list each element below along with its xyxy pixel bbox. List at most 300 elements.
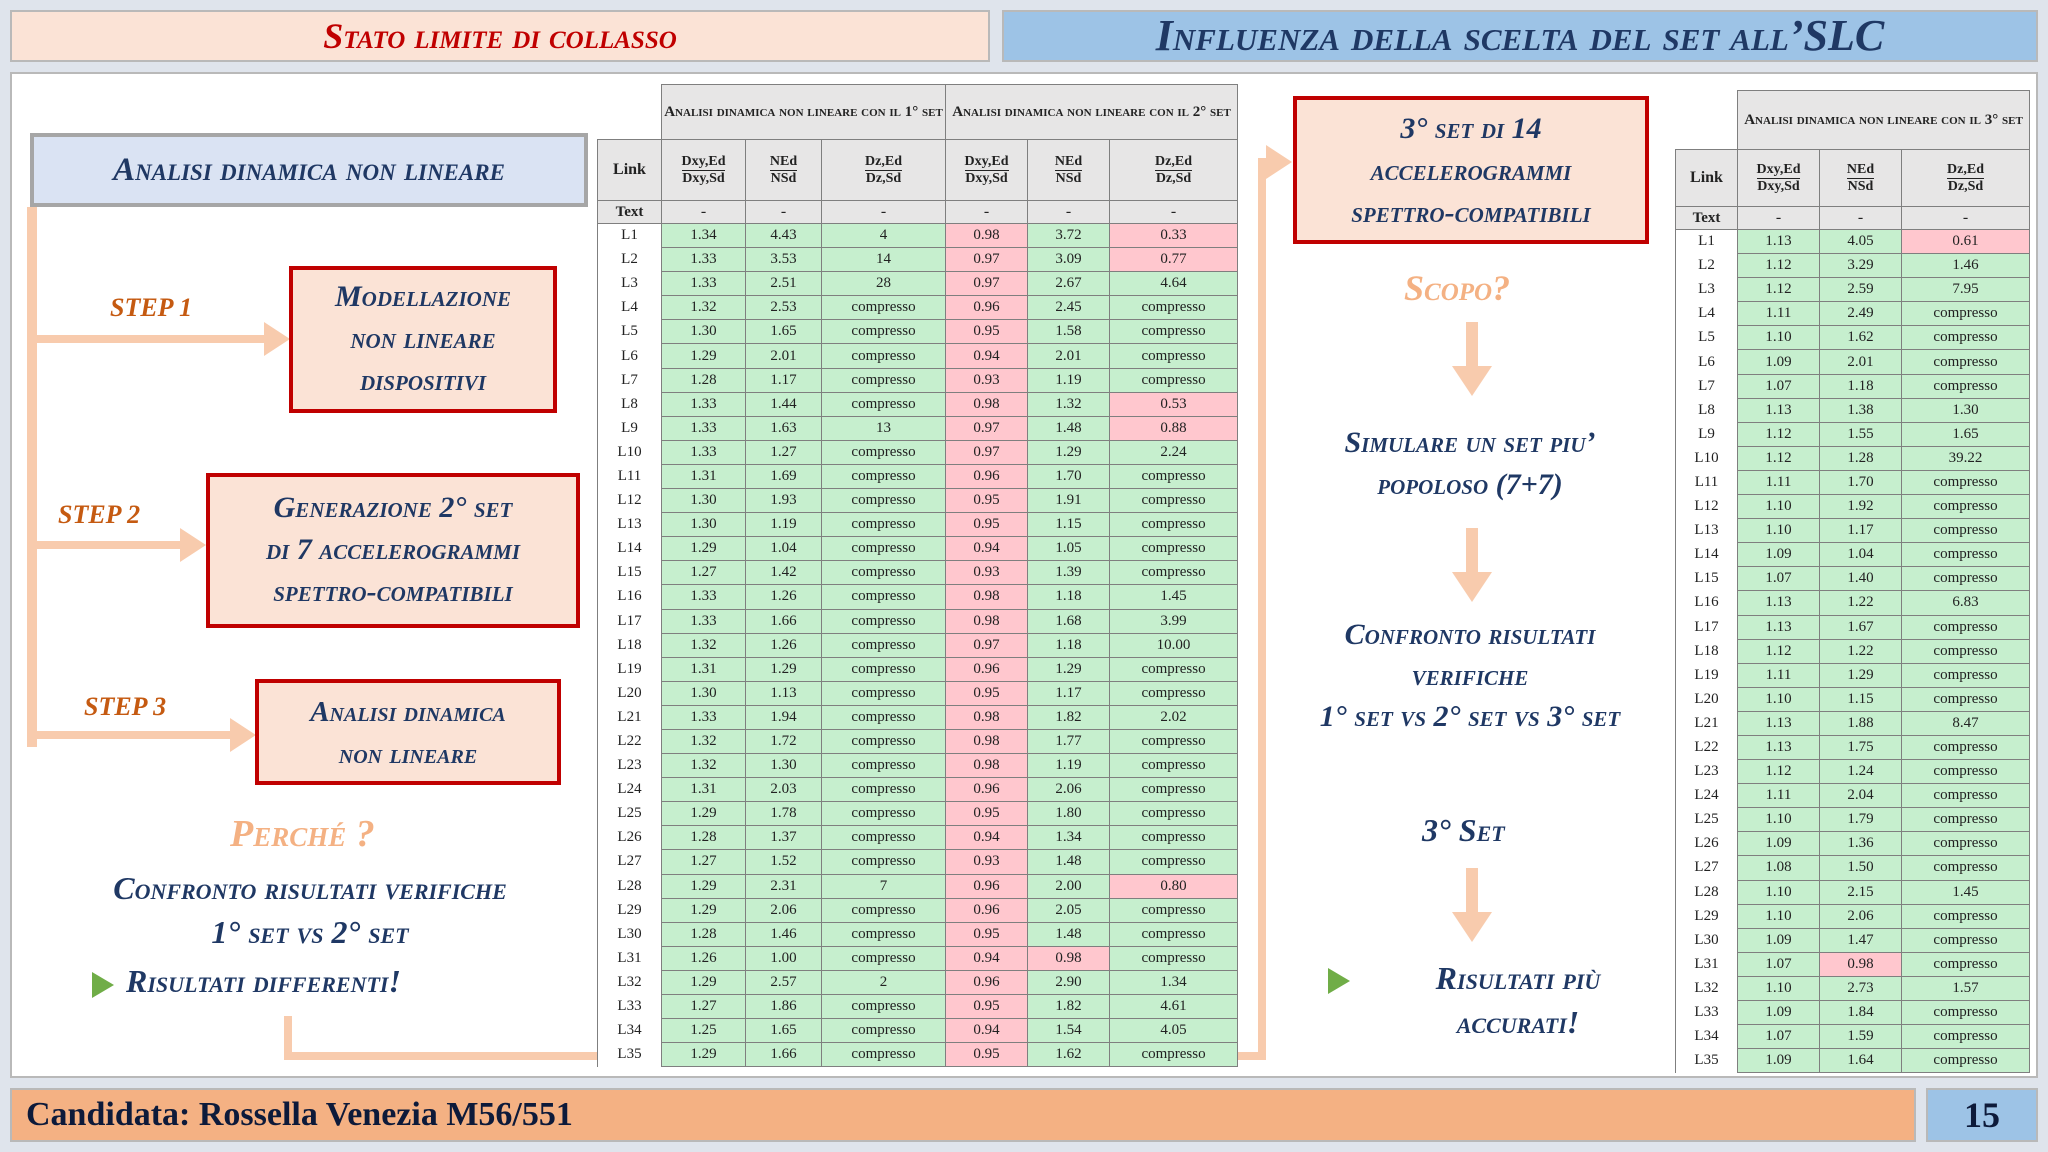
table1-row: [598, 1019, 1238, 1043]
table3-link-cell: L34: [1676, 1025, 1738, 1049]
step3-label: STEP 3: [84, 692, 167, 721]
table1-value-cell: 1.34: [662, 224, 746, 248]
table1-value-cell: compresso: [822, 946, 946, 970]
table3-col-header: [1902, 150, 2030, 207]
table3-group-header-row: [1676, 91, 2030, 150]
table3-row: [1676, 470, 2030, 494]
simulare-line: popoloso (7+7): [1377, 468, 1563, 501]
table1-link-cell: L18: [598, 633, 662, 657]
table3-row: [1676, 519, 2030, 543]
table1-value-cell: 1.68: [1028, 609, 1110, 633]
step2-box-line: spettro-compatibili: [273, 575, 513, 608]
table3-link-cell: L23: [1676, 760, 1738, 784]
table1-value-cell: compresso: [822, 922, 946, 946]
table3-value-cell: 8.47: [1902, 711, 2030, 735]
col-den: NSd: [1055, 170, 1082, 186]
table1-value-cell: 1.91: [1028, 489, 1110, 513]
table1-value-cell: compresso: [822, 802, 946, 826]
middle-confronto-text: [1270, 614, 1670, 737]
table3-row: [1676, 446, 2030, 470]
table1-value-cell: compresso: [822, 681, 946, 705]
col-num: Dxy,Ed: [1756, 161, 1801, 177]
table3-value-cell: 1.12: [1738, 639, 1820, 663]
table3-row: [1676, 880, 2030, 904]
table1-value-cell: 1.31: [662, 778, 746, 802]
table1-row: [598, 248, 1238, 272]
step2-box-line: Generazione 2° set: [273, 491, 513, 524]
table1-value-cell: 1.32: [662, 296, 746, 320]
table1-value-cell: 1.30: [662, 513, 746, 537]
table1-value-cell: 1.27: [746, 440, 822, 464]
table3-value-cell: compresso: [1902, 567, 2030, 591]
table3-value-cell: 1.30: [1902, 398, 2030, 422]
table1-group-header: Analisi dinamica non lineare con il 1° set: [662, 85, 946, 140]
table3-link-cell: L24: [1676, 784, 1738, 808]
table1-value-cell: 1.19: [1028, 754, 1110, 778]
table1-value-cell: compresso: [1110, 561, 1238, 585]
table1-value-cell: 0.96: [946, 464, 1028, 488]
table1-value-cell: 2.00: [1028, 874, 1110, 898]
table1-value-cell: 1.26: [662, 946, 746, 970]
table1-value-cell: 1.30: [662, 489, 746, 513]
table3-value-cell: 4.05: [1820, 230, 1902, 254]
table3-link-cell: L7: [1676, 374, 1738, 398]
table1-value-cell: 4.05: [1110, 1019, 1238, 1043]
table3-link-cell: L30: [1676, 928, 1738, 952]
table3-value-cell: 1.75: [1820, 735, 1902, 759]
table3-link-cell: L8: [1676, 398, 1738, 422]
col-num: Dxy,Ed: [964, 153, 1009, 169]
table3-value-cell: 1.10: [1738, 519, 1820, 543]
table1-value-cell: compresso: [1110, 946, 1238, 970]
table1-value-cell: 1.04: [746, 537, 822, 561]
table3-row: [1676, 639, 2030, 663]
table1-link-cell: L12: [598, 489, 662, 513]
table1-value-cell: 0.96: [946, 778, 1028, 802]
table1-col-header: [1028, 140, 1110, 201]
table1-value-cell: 1.29: [662, 1043, 746, 1067]
table1-value-cell: 0.94: [946, 946, 1028, 970]
table1-value-cell: 1.48: [1028, 850, 1110, 874]
table3-value-cell: 1.10: [1738, 326, 1820, 350]
table3-row: [1676, 495, 2030, 519]
table3-value-cell: 1.09: [1738, 350, 1820, 374]
table3-link-header: Link: [1676, 150, 1738, 207]
table1-row: [598, 224, 1238, 248]
table1-value-cell: 1.28: [662, 922, 746, 946]
table3-value-cell: 2.04: [1820, 784, 1902, 808]
table3-value-cell: 1.13: [1738, 591, 1820, 615]
table1-value-cell: 1.33: [662, 392, 746, 416]
terzo-set-text: 3° Set: [1422, 812, 1505, 848]
table1-type-cell: -: [746, 201, 822, 224]
table3-row: [1676, 832, 2030, 856]
table1-value-cell: compresso: [822, 609, 946, 633]
table1-value-cell: 1.29: [1028, 657, 1110, 681]
table1-type-cell: -: [662, 201, 746, 224]
table3-link-cell: L22: [1676, 735, 1738, 759]
table1-value-cell: 10.00: [1110, 633, 1238, 657]
table3-link-cell: L27: [1676, 856, 1738, 880]
table3-link-cell: L14: [1676, 543, 1738, 567]
table1-link-cell: L27: [598, 850, 662, 874]
table3-value-cell: compresso: [1902, 856, 2030, 880]
table1-value-cell: compresso: [822, 778, 946, 802]
table3-link-cell: L19: [1676, 663, 1738, 687]
table1-group-header-row: [598, 85, 1238, 140]
table1-value-cell: 2.01: [1028, 344, 1110, 368]
table3-link-cell: L16: [1676, 591, 1738, 615]
table3-empty-corner: [1676, 91, 1738, 150]
steps-connector-line: [27, 207, 37, 747]
col-den: Dz,Sd: [1155, 170, 1192, 186]
table3-value-cell: 1.09: [1738, 928, 1820, 952]
chevron-right-icon: [92, 972, 114, 998]
table3-link-cell: L26: [1676, 832, 1738, 856]
table1-value-cell: 0.95: [946, 802, 1028, 826]
table1-value-cell: compresso: [822, 826, 946, 850]
table1-value-cell: 1.34: [1028, 826, 1110, 850]
table3-value-cell: 1.07: [1738, 1025, 1820, 1049]
table3-value-cell: 39.22: [1902, 446, 2030, 470]
table1-value-cell: compresso: [822, 440, 946, 464]
table1-empty-corner: [598, 85, 662, 140]
table1-value-cell: compresso: [822, 754, 946, 778]
table1-link-cell: L31: [598, 946, 662, 970]
table3-link-cell: L11: [1676, 470, 1738, 494]
step3-box-line: Analisi dinamica: [310, 696, 506, 728]
table1-row: [598, 874, 1238, 898]
third-set-box-line: spettro-compatibili: [1351, 196, 1591, 229]
table1-value-cell: compresso: [822, 1019, 946, 1043]
table1-value-cell: 0.95: [946, 995, 1028, 1019]
table1-link-cell: L11: [598, 464, 662, 488]
table1-row: [598, 826, 1238, 850]
table1-value-cell: 1.72: [746, 729, 822, 753]
third-set-box: [1293, 96, 1649, 244]
table1-value-cell: 1.45: [1110, 585, 1238, 609]
table3-body: [1676, 230, 2030, 1073]
table3-value-cell: compresso: [1902, 1049, 2030, 1073]
table1-value-cell: compresso: [1110, 681, 1238, 705]
table1-row: [598, 585, 1238, 609]
step3-arrow-line: [37, 731, 237, 739]
table1-value-cell: 1.27: [662, 850, 746, 874]
table1-value-cell: 2.01: [746, 344, 822, 368]
table3-link-cell: L6: [1676, 350, 1738, 374]
table3-link-cell: L13: [1676, 519, 1738, 543]
table3-value-cell: 1.67: [1820, 615, 1902, 639]
table3-value-cell: 1.55: [1820, 422, 1902, 446]
table1-value-cell: compresso: [822, 392, 946, 416]
table1-value-cell: 1.93: [746, 489, 822, 513]
table3-row: [1676, 1001, 2030, 1025]
table3-link-cell: L5: [1676, 326, 1738, 350]
table1-value-cell: compresso: [1110, 537, 1238, 561]
table3-row: [1676, 230, 2030, 254]
table3-link-cell: L3: [1676, 278, 1738, 302]
table1-value-cell: 0.98: [946, 705, 1028, 729]
step2-box: [206, 473, 580, 628]
table1-col-header: [746, 140, 822, 201]
table3-value-cell: 1.18: [1820, 374, 1902, 398]
table1-value-cell: 1.30: [662, 320, 746, 344]
table1-value-cell: 1.54: [1028, 1019, 1110, 1043]
table1-value-cell: 1.63: [746, 416, 822, 440]
table1-value-cell: compresso: [822, 585, 946, 609]
table3-value-cell: compresso: [1902, 832, 2030, 856]
table1-row: [598, 272, 1238, 296]
table1-value-cell: compresso: [1110, 368, 1238, 392]
table3-value-cell: compresso: [1902, 904, 2030, 928]
table3-value-cell: 2.01: [1820, 350, 1902, 374]
table1-value-cell: 1.34: [1110, 970, 1238, 994]
table1-value-cell: 0.96: [946, 970, 1028, 994]
table1-row: [598, 946, 1238, 970]
table1-value-cell: 0.77: [1110, 248, 1238, 272]
table3-value-cell: 1.11: [1738, 784, 1820, 808]
table1-row: [598, 609, 1238, 633]
results-table-3-wrapper: [1675, 90, 2030, 1073]
table3-value-cell: 1.10: [1738, 904, 1820, 928]
table3-value-cell: compresso: [1902, 639, 2030, 663]
table1-value-cell: 0.93: [946, 850, 1028, 874]
analysis-box: Analisi dinamica non lineare: [30, 133, 588, 207]
table3-row: [1676, 374, 2030, 398]
table1-value-cell: 2.90: [1028, 970, 1110, 994]
table1-value-cell: 1.33: [662, 440, 746, 464]
table1-col-header-row: [598, 140, 1238, 201]
table3-value-cell: compresso: [1902, 543, 2030, 567]
table1-value-cell: compresso: [822, 561, 946, 585]
table1-row: [598, 657, 1238, 681]
col-num: Dz,Ed: [865, 153, 902, 169]
table3-value-cell: compresso: [1902, 1025, 2030, 1049]
col-den: NSd: [1847, 178, 1874, 194]
table3-value-cell: 1.22: [1820, 591, 1902, 615]
table3-value-cell: 1.59: [1820, 1025, 1902, 1049]
simulare-line: Simulare un set piu’: [1344, 426, 1596, 459]
table3-col-header: [1738, 150, 1820, 207]
table3-value-cell: 1.70: [1820, 470, 1902, 494]
table3-value-cell: 2.49: [1820, 302, 1902, 326]
table3-value-cell: compresso: [1902, 302, 2030, 326]
table1-row: [598, 681, 1238, 705]
table3-row: [1676, 350, 2030, 374]
table1-value-cell: 0.95: [946, 489, 1028, 513]
step2-arrow-head: [180, 528, 206, 562]
table3-value-cell: 1.12: [1738, 760, 1820, 784]
table3-row: [1676, 952, 2030, 976]
step1-arrow-head: [264, 322, 290, 356]
table1-value-cell: 2.05: [1028, 898, 1110, 922]
table1-value-cell: 2.06: [746, 898, 822, 922]
table3-value-cell: 6.83: [1902, 591, 2030, 615]
table1-value-cell: 7: [822, 874, 946, 898]
table3-link-cell: L4: [1676, 302, 1738, 326]
col-den: Dz,Sd: [1947, 178, 1984, 194]
table3-value-cell: 0.98: [1820, 952, 1902, 976]
table3-value-cell: 1.84: [1820, 1001, 1902, 1025]
table3-value-cell: 7.95: [1902, 278, 2030, 302]
table1-value-cell: compresso: [822, 850, 946, 874]
table3-type-cell: -: [1738, 207, 1820, 230]
middle-confronto-line: verifiche: [1411, 659, 1529, 692]
step1-box-line: dispositivi: [359, 364, 487, 397]
table1-value-cell: 1.33: [662, 585, 746, 609]
step1-arrow-line: [37, 335, 271, 343]
table3-value-cell: 1.09: [1738, 832, 1820, 856]
table3-value-cell: 1.11: [1738, 302, 1820, 326]
table1-value-cell: 0.96: [946, 898, 1028, 922]
table3-value-cell: 1.12: [1738, 446, 1820, 470]
table1-value-cell: 1.18: [1028, 633, 1110, 657]
table1-link-cell: L13: [598, 513, 662, 537]
table1-link-cell: L32: [598, 970, 662, 994]
table3-value-cell: 1.12: [1738, 278, 1820, 302]
table1-col-header: [1110, 140, 1238, 201]
table3-value-cell: 1.92: [1820, 495, 1902, 519]
table3-link-cell: L31: [1676, 952, 1738, 976]
middle-risultati-line: Risultati più: [1435, 960, 1601, 996]
table3-value-cell: compresso: [1902, 784, 2030, 808]
table3-value-cell: compresso: [1902, 615, 2030, 639]
table3-value-cell: 1.65: [1902, 422, 2030, 446]
table3-value-cell: 1.57: [1902, 976, 2030, 1000]
table3-value-cell: 1.13: [1738, 230, 1820, 254]
table1-value-cell: 1.48: [1028, 922, 1110, 946]
table3-value-cell: compresso: [1902, 928, 2030, 952]
table1-group-header: Analisi dinamica non lineare con il 2° set: [946, 85, 1238, 140]
table1-link-cell: L28: [598, 874, 662, 898]
table1-value-cell: 2.02: [1110, 705, 1238, 729]
table1-row: [598, 537, 1238, 561]
third-set-box-line: 3° set di 14: [1400, 112, 1542, 145]
table1-value-cell: 0.97: [946, 416, 1028, 440]
left-confronto-text: [30, 866, 590, 954]
table1-row: [598, 802, 1238, 826]
table1-value-cell: compresso: [822, 296, 946, 320]
perche-text: Perché ?: [230, 813, 375, 855]
table1-value-cell: 1.17: [746, 368, 822, 392]
step1-box-line: non lineare: [350, 322, 496, 355]
table1-value-cell: compresso: [1110, 513, 1238, 537]
table3-value-cell: 1.07: [1738, 567, 1820, 591]
table1-value-cell: compresso: [822, 344, 946, 368]
table3-value-cell: compresso: [1902, 519, 2030, 543]
table3-value-cell: 1.04: [1820, 543, 1902, 567]
table1-row: [598, 705, 1238, 729]
table3-type-cell: Text: [1676, 207, 1738, 230]
table3-value-cell: 1.88: [1820, 711, 1902, 735]
table1-value-cell: 1.32: [662, 754, 746, 778]
left-risultati: [92, 963, 401, 1000]
table1-value-cell: 1.37: [746, 826, 822, 850]
table1-value-cell: 1.33: [662, 705, 746, 729]
table3-value-cell: 1.07: [1738, 952, 1820, 976]
table1-value-cell: compresso: [822, 995, 946, 1019]
table3-row: [1676, 976, 2030, 1000]
table1-value-cell: 0.95: [946, 320, 1028, 344]
table1-type-cell: -: [946, 201, 1028, 224]
table1-value-cell: 1.44: [746, 392, 822, 416]
table3-link-cell: L32: [1676, 976, 1738, 1000]
table3-value-cell: 1.24: [1820, 760, 1902, 784]
table1-value-cell: 1.15: [1028, 513, 1110, 537]
table3-row: [1676, 856, 2030, 880]
table1-value-cell: compresso: [1110, 922, 1238, 946]
table1-value-cell: 0.97: [946, 248, 1028, 272]
table1-type-cell: -: [1110, 201, 1238, 224]
table1-value-cell: 1.32: [662, 633, 746, 657]
table1-row: [598, 1043, 1238, 1067]
table1-value-cell: compresso: [1110, 296, 1238, 320]
table1-value-cell: 4.43: [746, 224, 822, 248]
table1-value-cell: 0.98: [1028, 946, 1110, 970]
table1-value-cell: 1.58: [1028, 320, 1110, 344]
table1-value-cell: 0.94: [946, 344, 1028, 368]
col-den: Dxy,Sd: [965, 170, 1008, 186]
table3-value-cell: compresso: [1902, 687, 2030, 711]
table1-value-cell: compresso: [822, 368, 946, 392]
table1-link-cell: L15: [598, 561, 662, 585]
footer-candidate: Candidata: Rossella Venezia M56/551: [10, 1088, 1916, 1142]
table1-value-cell: 1.65: [746, 320, 822, 344]
table3-value-cell: 2.06: [1820, 904, 1902, 928]
middle-risultati-line: accurati!: [1456, 1004, 1580, 1040]
table1-value-cell: 2.24: [1110, 440, 1238, 464]
table1-value-cell: compresso: [822, 898, 946, 922]
table1-value-cell: 0.97: [946, 440, 1028, 464]
table1-value-cell: 13: [822, 416, 946, 440]
table1-link-cell: L17: [598, 609, 662, 633]
table3-row: [1676, 711, 2030, 735]
table1-value-cell: 1.33: [662, 609, 746, 633]
table1-value-cell: 1.82: [1028, 995, 1110, 1019]
table3-row: [1676, 663, 2030, 687]
step2-label: STEP 2: [58, 500, 141, 529]
table3-value-cell: 2.73: [1820, 976, 1902, 1000]
table3-group-header: Analisi dinamica non lineare con il 3° set: [1738, 91, 2030, 150]
middle-risultati-text: [1368, 956, 1668, 1044]
table1-value-cell: 14: [822, 248, 946, 272]
table3-value-cell: 1.07: [1738, 374, 1820, 398]
table3-value-cell: compresso: [1902, 735, 2030, 759]
table1-value-cell: 1.17: [1028, 681, 1110, 705]
table1-value-cell: compresso: [822, 513, 946, 537]
table3-value-cell: 1.15: [1820, 687, 1902, 711]
table1-link-cell: L30: [598, 922, 662, 946]
page-number: 15: [1926, 1088, 2038, 1142]
table1-value-cell: 1.30: [662, 681, 746, 705]
table1-value-cell: 1.13: [746, 681, 822, 705]
table1-link-cell: L19: [598, 657, 662, 681]
table1-value-cell: 2.45: [1028, 296, 1110, 320]
middle-arrow-head: [1266, 145, 1292, 179]
table1-value-cell: compresso: [822, 537, 946, 561]
table3-link-cell: L18: [1676, 639, 1738, 663]
table3-value-cell: 1.11: [1738, 663, 1820, 687]
table1-value-cell: 1.19: [1028, 368, 1110, 392]
table3-value-cell: 1.64: [1820, 1049, 1902, 1073]
table1-value-cell: 4.61: [1110, 995, 1238, 1019]
left-confronto-line: 1° set vs 2° set: [211, 914, 409, 950]
table1-value-cell: 1.48: [1028, 416, 1110, 440]
table3-row: [1676, 687, 2030, 711]
table1-value-cell: 1.29: [746, 657, 822, 681]
table1-link-cell: L5: [598, 320, 662, 344]
table3-row: [1676, 615, 2030, 639]
